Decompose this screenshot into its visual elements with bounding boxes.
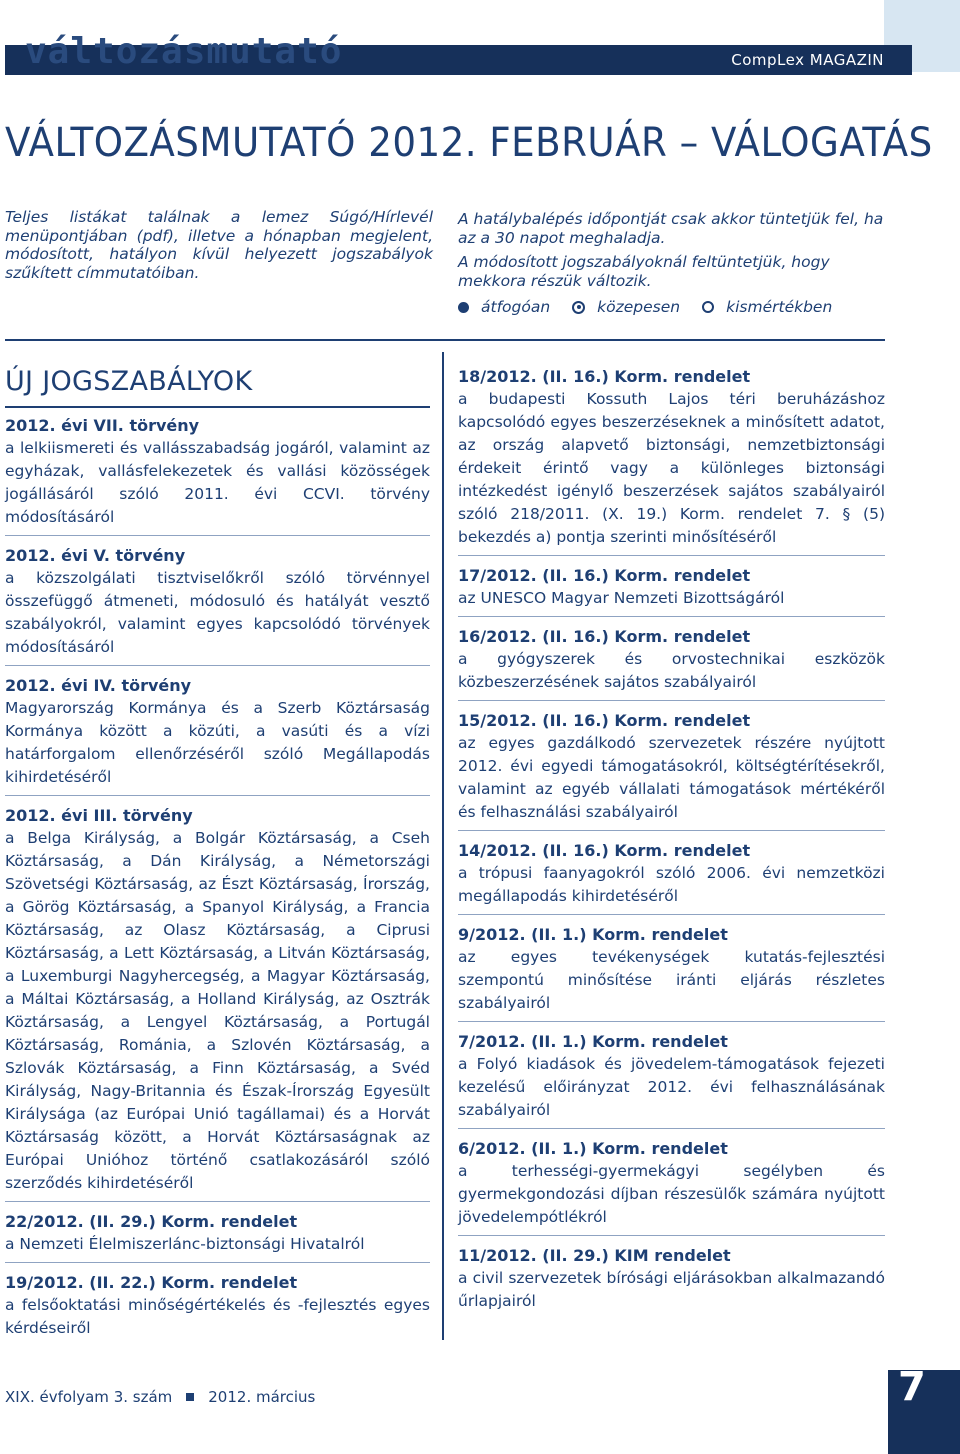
law-description: a terhességi-gyermekágyi segélyben és gyermekgondozási díjban részesülők számára nyújtott jövedelempótlékról [458, 1162, 885, 1226]
law-number: 19/2012. (II. 22.) Korm. rendelet [5, 1273, 298, 1292]
law-entry [5, 804, 430, 1202]
intro-right [458, 210, 888, 317]
legend-full-label: átfogóan [481, 298, 551, 316]
footer [5, 1388, 315, 1406]
law-entry [458, 709, 885, 831]
law-number: 9/2012. (II. 1.) Korm. rendelet [458, 925, 728, 944]
law-entry [5, 1210, 430, 1263]
law-description: az UNESCO Magyar Nemzeti Bizottságáról [458, 589, 785, 607]
page-number: 7 [898, 1364, 926, 1410]
legend-full [458, 298, 550, 317]
intro-note-effective-date: A hatálybalépés időpontját csak akkor tüntetjük fel, ha az a 30 napot meghaladja. [458, 210, 884, 247]
law-description: a civil szervezetek bírósági eljárásokban alkalmazandó űrlapjairól [458, 1269, 885, 1310]
law-entry [458, 365, 885, 556]
right-column [458, 365, 885, 1327]
law-number: 16/2012. (II. 16.) Korm. rendelet [458, 627, 751, 646]
law-entry [5, 674, 430, 796]
law-number: 7/2012. (II. 1.) Korm. rendelet [458, 1032, 728, 1051]
law-entry [5, 414, 430, 536]
law-number: 11/2012. (II. 29.) KIM rendelet [458, 1246, 731, 1265]
law-number: 18/2012. (II. 16.) Korm. rendelet [458, 367, 751, 386]
law-description: a Belga Királyság, a Bolgár Köztársaság, a Cseh Köztársaság, a Dán Királyság, a Németországi Szövetségi Köztársaság, az Észt Köztársaság, Írország, a Görög Köztársaság, a Spanyol Királyság, a Francia Köztársaság, az Olasz Köztársaság, a Ciprusi Köztársaság, a Lett Köztársaság, a Litván Köztársaság, a Luxemburgi Nagyhercegség, a Magyar Köztársaság, a Máltai Köztársaság, a Holland Királyság, az Osztrák Köztársaság, a Lengyel Köztársaság, a Portugál Köztársaság, Románia, a Szlovén Köztársaság, a Szlovák Köztársaság, a Finn Köztársaság, a Svéd Királyság, Nagy-Britannia és Észak-Írország Egyesült Királysága (az Európai Unió tagállamai) és a Horvát Köztársaság között, a Horvát Köztársaságnak az Európai Unióhoz történő csatlakozásáról szóló szerződés kihirdetéséről [5, 829, 430, 1192]
law-description: a budapesti Kossuth Lajos téri beruházáshoz kapcsolódó egyes beszerzéseknek a minősített adatot, az ország alapvető biztonsági, nemzetbiztonsági érdekeit érintő vagy a különleges biztonsági intézkedést igénylő beszerzések sajátos szabályairól szóló 218/2011. (X. 19.) Korm. rendelet 7. § (5) bekezdés a) pontja szerinti minősítéséről [458, 390, 885, 546]
law-number: 2012. évi VII. törvény [5, 416, 200, 435]
law-description: a lelkiismereti és vallásszabadság jogáról, valamint az egyházak, vallásfelekezetek és vallási közösségek jogállásáról szóló 2011. évi CCVI. törvény módosításáról [5, 439, 430, 526]
law-entry [458, 564, 885, 617]
magazine-name: CompLex MAGAZIN [731, 51, 884, 69]
dotted-circle-icon [572, 301, 585, 314]
law-entry [458, 1137, 885, 1236]
legend-empty-label: kismértékben [726, 298, 833, 316]
law-number: 14/2012. (II. 16.) Korm. rendelet [458, 841, 751, 860]
page-number-box [888, 1364, 960, 1454]
law-entry [5, 544, 430, 666]
issue-label: XIX. évfolyam 3. szám [5, 1388, 173, 1406]
issue-date: 2012. március [208, 1388, 316, 1406]
left-column [5, 362, 430, 1354]
intro-note-modified: A módosított jogszabályoknál feltüntetjük, hogy mekkora részük változik. [458, 253, 830, 290]
law-number: 22/2012. (II. 29.) Korm. rendelet [5, 1212, 298, 1231]
law-entry [458, 1030, 885, 1129]
law-description: a gyógyszerek és orvostechnikai eszközök közbeszerzésének sajátos szabályairól [458, 650, 885, 691]
intro-left-text: Teljes listákat találnak a lemez Súgó/Hírlevél menüpontjában (pdf), illetve a hónapban megjelent, módosított, hatályon kívül helyezett jogszabályok szűkített címmutatóiban. [5, 208, 433, 282]
law-number: 2012. évi V. törvény [5, 546, 186, 565]
legend-empty [702, 298, 832, 317]
header-banner [5, 31, 912, 75]
law-number: 6/2012. (II. 1.) Korm. rendelet [458, 1139, 728, 1158]
law-number: 15/2012. (II. 16.) Korm. rendelet [458, 711, 751, 730]
law-description: a Nemzeti Élelmiszerlánc-biztonsági Hivatalról [5, 1235, 365, 1253]
filled-circle-icon [458, 302, 469, 313]
section-heading: ÚJ JOGSZABÁLYOK [5, 362, 430, 408]
law-description: a trópusi faanyagokról szóló 2006. évi nemzetközi megállapodás kihirdetéséről [458, 864, 885, 905]
law-entry [458, 839, 885, 915]
law-description: a felsőoktatási minőségértékelés és -fejlesztés egyes kérdéseiről [5, 1296, 430, 1337]
law-number: 2012. évi IV. törvény [5, 676, 192, 695]
page-title: VÁLTOZÁSMUTATÓ 2012. FEBRUÁR – VÁLOGATÁS [5, 120, 933, 166]
section-title: változásmutató [25, 31, 343, 72]
law-entry [5, 1271, 430, 1346]
law-description: Magyarország Kormánya és a Szerb Köztársaság Kormánya között a közúti, a vasúti és a vízi határforgalom ellenőrzéséről szóló Megállapodás kihirdetéséről [5, 699, 430, 786]
empty-circle-icon [702, 301, 714, 313]
square-bullet-icon [186, 1393, 194, 1401]
law-description: a közszolgálati tisztviselőkről szóló törvénnyel összefüggő átmeneti, módosuló és hatályát vesztő szabályokról, valamint egyes kapcsolódó törvények módosításáról [5, 569, 430, 656]
change-legend [458, 298, 888, 317]
law-number: 2012. évi III. törvény [5, 806, 193, 825]
law-entry [458, 625, 885, 701]
law-description: a Folyó kiadások és jövedelem-támogatások fejezeti kezelésű előirányzat 2012. évi felhasználásának szabályairól [458, 1055, 885, 1119]
law-description: az egyes gazdálkodó szervezetek részére nyújtott 2012. évi egyedi támogatásokról, költségtérítésekről, valamint az egyéb vállalati támogatások mértékéről és felhasználási szabályairól [458, 734, 885, 821]
law-entry [458, 923, 885, 1022]
law-description: az egyes tevékenységek kutatás-fejlesztési szempontú minősítése iránti eljárás részletes szabályairól [458, 948, 885, 1012]
law-number: 17/2012. (II. 16.) Korm. rendelet [458, 566, 751, 585]
legend-half-label: közepesen [597, 298, 681, 316]
column-divider [442, 352, 444, 1340]
law-entry [458, 1244, 885, 1319]
legend-half [572, 298, 680, 317]
top-divider [5, 339, 885, 341]
